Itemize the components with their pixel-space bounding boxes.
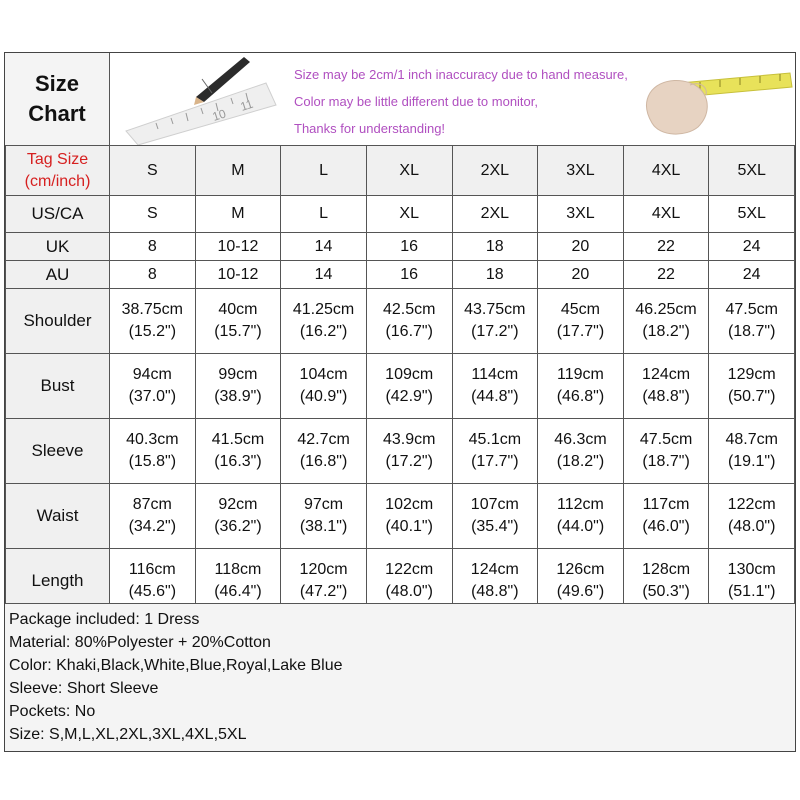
measurement-cm: 109cm [385,366,434,383]
measurement-inch: (18.2") [556,453,605,470]
measurement-cm: 40.3cm [126,431,179,448]
measurement-cell [281,289,367,354]
measurement-cm: 124cm [470,561,519,578]
measurement-cm: 87cm [132,496,172,513]
measurement-inch: (51.1") [727,583,776,600]
measurement-cm: 92cm [218,496,258,513]
measurement-inch: (48.8") [642,388,690,405]
measurement-inch: (42.9") [385,388,433,405]
measurement-cell [110,419,196,484]
measurement-cm: 128cm [642,561,691,578]
region-value-cell: 10-12 [195,261,281,289]
region-row [6,196,795,233]
measurement-cell [709,484,795,549]
measurement-cm: 46.25cm [635,301,697,318]
measurement-cell [623,419,709,484]
size-header-cell: L [281,146,367,196]
size-header-cell: 5XL [709,146,795,196]
svg-text:10: 10 [210,106,228,124]
measurement-cm: 112cm [557,496,604,513]
measurement-cm: 129cm [727,366,776,383]
measurement-inch: (40.9") [299,388,348,405]
region-value-cell: S [110,196,196,233]
measurement-cm: 42.5cm [382,301,436,318]
region-value-cell: M [195,196,281,233]
tag-size-label [6,146,110,196]
measurement-cell [709,289,795,354]
size-header-cell: 4XL [623,146,709,196]
measure-banner [110,53,795,145]
measurement-label: Waist [6,484,110,549]
measurement-inch: (45.6") [128,583,177,600]
region-row [6,233,795,261]
product-info-line: Sleeve: Short Sleeve [9,680,159,697]
chart-title [5,53,110,145]
measurement-cell [195,419,281,484]
measurement-cm: 122cm [385,561,434,578]
measurement-cm: 102cm [385,496,434,513]
measurement-inch: (38.9") [214,388,262,405]
measurement-inch: (19.1") [727,453,776,470]
measurement-row [6,289,795,354]
product-info [5,603,795,751]
measurement-inch: (48.0") [727,518,776,535]
measurement-label: Bust [6,354,110,419]
measurement-cell [195,289,281,354]
measurement-cell [452,484,538,549]
measurement-cell [452,354,538,419]
measurement-cm: 119cm [557,366,604,383]
measurement-inch: (47.2") [299,583,348,600]
measurement-cell [366,354,452,419]
measurement-cell [366,289,452,354]
measurement-inch: (16.7") [385,323,433,340]
product-info-line: Pockets: No [9,703,96,720]
tag-size-row [6,146,795,196]
measurement-inch: (37.0") [128,388,177,405]
measurement-cell [452,289,538,354]
region-label: US/CA [6,196,110,233]
measurement-cm: 47.5cm [639,431,693,448]
region-value-cell: 14 [281,233,367,261]
measurement-label: Sleeve [6,419,110,484]
measurement-cm: 94cm [132,366,172,383]
measurement-cm: 114cm [471,366,519,383]
measurement-cm: 43.75cm [464,301,526,318]
product-info-line: Package included: 1 Dress [9,611,200,628]
region-value-cell: 22 [623,261,709,289]
measurement-row [6,419,795,484]
measurement-row [6,354,795,419]
chart-header [5,53,795,146]
measurement-inch: (44.8") [471,388,519,405]
measurement-inch: (15.2") [128,323,177,340]
region-value-cell: 3XL [538,196,624,233]
size-header-cell: 3XL [538,146,624,196]
measurement-cell [623,484,709,549]
region-row [6,261,795,289]
measurement-cm: 130cm [727,561,776,578]
region-value-cell: 20 [538,261,624,289]
measurement-cell [623,354,709,419]
measurement-cm: 120cm [299,561,348,578]
measurement-cell [709,419,795,484]
measurement-inch: (17.2") [385,453,433,470]
tape-measure-icon [640,53,795,145]
measurement-cell [195,484,281,549]
measurement-inch: (36.2") [214,518,262,535]
measurement-inch: (46.0") [642,518,690,535]
measurement-cell [110,289,196,354]
measurement-cm: 42.7cm [297,431,350,448]
measurement-cell [623,289,709,354]
measurement-cm: 126cm [556,561,605,578]
measurement-inch: (18.7") [727,323,776,340]
measurement-cm: 104cm [299,366,348,383]
measurement-inch: (50.3") [642,583,690,600]
measurement-cm: 47.5cm [725,301,778,318]
tag-size-label-line-1: Tag Size [26,150,89,168]
measurement-cm: 46.3cm [554,431,607,448]
measurement-inch: (16.2") [299,323,348,340]
measurement-cell [110,354,196,419]
measurement-inch: (48.0") [385,583,433,600]
region-value-cell: 10-12 [195,233,281,261]
region-label: AU [6,261,110,289]
measurement-cm: 97cm [304,496,344,513]
measurement-cell [110,484,196,549]
ruler-pencil-icon [116,53,286,145]
svg-text:11: 11 [238,96,255,114]
region-value-cell: 24 [709,261,795,289]
size-header-cell: M [195,146,281,196]
measurement-cell [452,419,538,484]
region-value-cell: XL [366,196,452,233]
product-info-line: Material: 80%Polyester + 20%Cotton [9,634,271,651]
measurement-cell [281,419,367,484]
measurement-cm: 48.7cm [725,431,778,448]
banner-note-1: Size may be 2cm/1 inch inaccuracy due to hand measure, [294,67,628,82]
size-chart [4,52,796,752]
measurement-inch: (17.2") [471,323,519,340]
measurement-cell [281,354,367,419]
measurement-inch: (15.8") [128,453,177,470]
region-value-cell: 20 [538,233,624,261]
size-table [5,145,795,614]
measurement-cell [538,484,624,549]
measurement-inch: (15.7") [214,323,262,340]
region-value-cell: 24 [709,233,795,261]
measurement-cm: 118cm [214,561,262,578]
measurement-inch: (38.1") [299,518,348,535]
product-info-line: Color: Khaki,Black,White,Blue,Royal,Lake Blue [9,657,343,674]
size-header-cell: S [110,146,196,196]
measurement-cm: 116cm [128,561,176,578]
measurement-cm: 45cm [560,301,600,318]
measurement-inch: (46.4") [214,583,262,600]
measurement-cm: 45.1cm [468,431,522,448]
product-info-line: Size: S,M,L,XL,2XL,3XL,4XL,5XL [9,726,247,743]
measurement-cm: 122cm [727,496,776,513]
region-value-cell: 4XL [623,196,709,233]
measurement-cell [195,354,281,419]
measurement-inch: (34.2") [128,518,177,535]
measurement-inch: (49.6") [556,583,605,600]
title-line-1: Size [34,71,80,96]
measurement-cell [538,354,624,419]
region-value-cell: 8 [110,261,196,289]
measurement-inch: (17.7") [471,453,519,470]
banner-note-3: Thanks for understanding! [294,121,446,136]
region-label: UK [6,233,110,261]
region-value-cell: 5XL [709,196,795,233]
measurement-inch: (16.3") [214,453,262,470]
measurement-cell [709,354,795,419]
region-value-cell: 16 [366,261,452,289]
title-line-2: Chart [28,101,86,126]
measurement-cm: 43.9cm [382,431,436,448]
tag-size-label-line-2: (cm/inch) [24,172,91,190]
banner-note-2: Color may be little different due to monitor, [294,94,538,109]
size-header-cell: 2XL [452,146,538,196]
measurement-cell [366,484,452,549]
measurement-inch: (44.0") [556,518,605,535]
measurement-cm: 40cm [218,301,258,318]
measurement-cm: 117cm [642,496,690,513]
measurement-cell [281,484,367,549]
measurement-inch: (16.8") [299,453,348,470]
region-value-cell: L [281,196,367,233]
measurement-inch: (50.7") [727,388,776,405]
measurement-inch: (46.8") [556,388,605,405]
region-value-cell: 2XL [452,196,538,233]
size-header-cell: XL [366,146,452,196]
measurement-inch: (18.2") [642,323,690,340]
measurement-row [6,484,795,549]
measurement-cm: 41.5cm [211,431,265,448]
measurement-cell [538,289,624,354]
region-value-cell: 8 [110,233,196,261]
region-value-cell: 16 [366,233,452,261]
measurement-inch: (48.8") [471,583,519,600]
measurement-cell [538,419,624,484]
measurement-cm: 38.75cm [121,301,183,318]
measurement-cm: 41.25cm [292,301,355,318]
measurement-label: Length [6,549,110,614]
measurement-inch: (35.4") [471,518,519,535]
measurement-cm: 124cm [642,366,691,383]
region-value-cell: 14 [281,261,367,289]
region-value-cell: 18 [452,233,538,261]
region-value-cell: 22 [623,233,709,261]
measurement-inch: (40.1") [385,518,433,535]
measurement-cm: 107cm [470,496,519,513]
measurement-inch: (17.7") [556,323,605,340]
measurement-cm: 99cm [218,366,258,383]
measurement-inch: (18.7") [642,453,690,470]
region-value-cell: 18 [452,261,538,289]
measurement-cell [366,419,452,484]
measurement-label: Shoulder [6,289,110,354]
